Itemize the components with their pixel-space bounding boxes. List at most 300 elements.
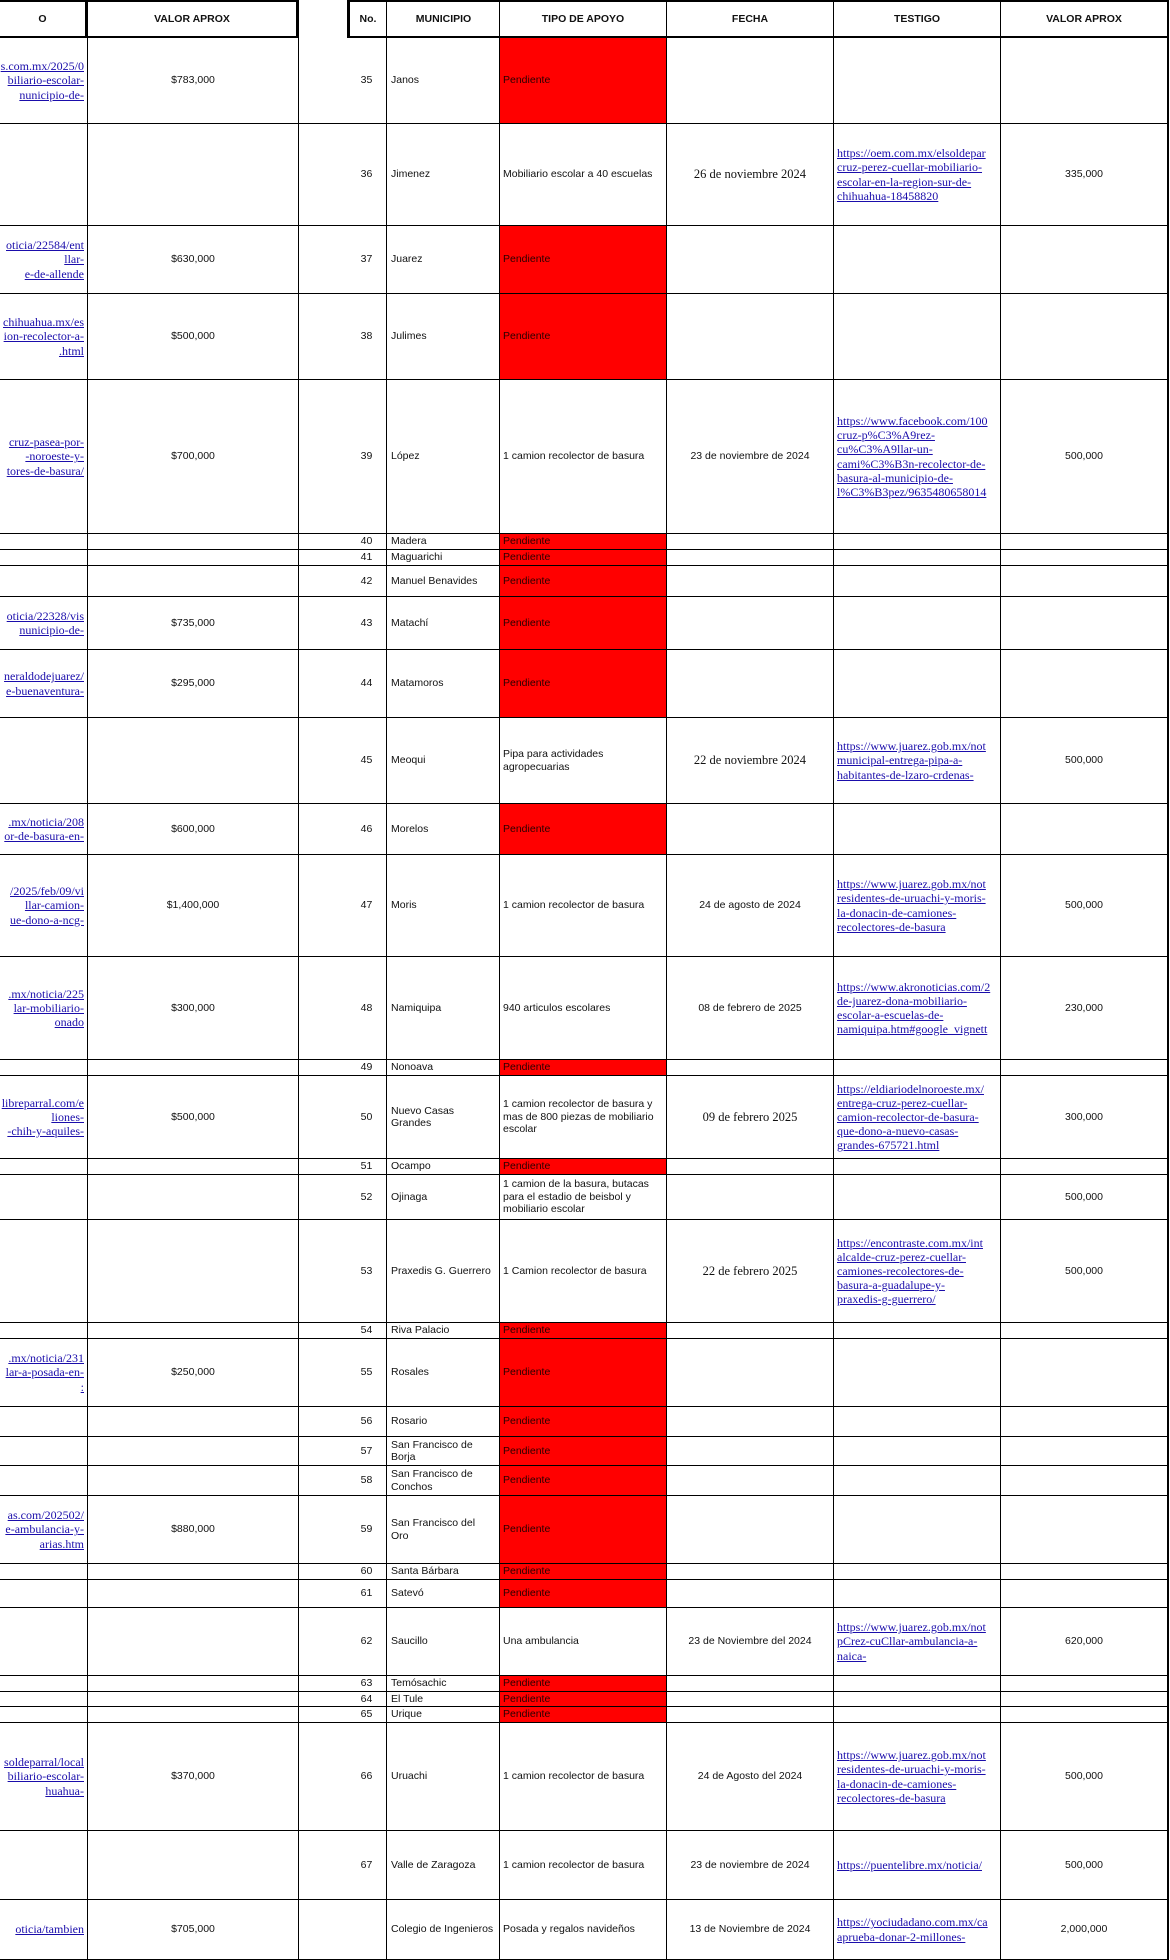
valor-aprox-right[interactable]: 2,000,000 bbox=[1001, 1900, 1169, 1960]
spacer-cell bbox=[299, 1323, 347, 1339]
pending-status[interactable]: Pendiente bbox=[500, 534, 667, 550]
fecha-cell[interactable] bbox=[667, 566, 834, 597]
valor-aprox-left[interactable]: $300,000 bbox=[88, 957, 299, 1060]
valor-aprox-right[interactable]: 500,000 bbox=[1001, 718, 1169, 804]
fecha-cell[interactable]: 24 de Agosto del 2024 bbox=[667, 1723, 834, 1831]
header-testigo[interactable]: TESTIGO bbox=[834, 0, 1001, 38]
pending-status[interactable]: Pendiente bbox=[500, 226, 667, 294]
cell-empty bbox=[0, 566, 88, 597]
row-number[interactable]: 67 bbox=[347, 1831, 387, 1900]
table-row bbox=[0, 1060, 1170, 1076]
fecha-cell[interactable] bbox=[667, 1339, 834, 1407]
fecha-cell[interactable] bbox=[667, 38, 834, 124]
spacer-cell bbox=[299, 1707, 347, 1723]
valor-aprox-left[interactable] bbox=[88, 534, 299, 550]
valor-aprox-left[interactable] bbox=[88, 1159, 299, 1175]
table-row bbox=[0, 1496, 1170, 1564]
pending-status[interactable]: Pendiente bbox=[500, 294, 667, 380]
table-row bbox=[0, 1723, 1170, 1831]
valor-aprox-left[interactable]: $295,000 bbox=[88, 650, 299, 718]
valor-aprox-left[interactable] bbox=[88, 124, 299, 226]
testigo-cell bbox=[834, 1407, 1001, 1437]
pending-status[interactable]: Pendiente bbox=[500, 1580, 667, 1608]
spacer-cell bbox=[299, 1723, 347, 1831]
testigo-link[interactable]: https://www.facebook.com/100 cruz-p%C3%A9rez- cu%C3%A9llar-un- cami%C3%B3n-recolector-de- basura-al-municipio-de- l%C3%B3pez/9635480658014 bbox=[834, 380, 1001, 534]
valor-aprox-left[interactable] bbox=[88, 718, 299, 804]
cell-empty bbox=[0, 1159, 88, 1175]
testigo-cell bbox=[834, 226, 1001, 294]
row-number[interactable]: 56 bbox=[347, 1407, 387, 1437]
row-number[interactable]: 40 bbox=[347, 534, 387, 550]
municipio-cell[interactable]: Matamoros bbox=[387, 650, 500, 718]
fecha-cell[interactable]: 24 de agosto de 2024 bbox=[667, 855, 834, 957]
valor-aprox-left[interactable]: $630,000 bbox=[88, 226, 299, 294]
source-link[interactable]: oticia/tambien bbox=[0, 1900, 88, 1960]
testigo-cell bbox=[834, 534, 1001, 550]
pending-status[interactable]: Pendiente bbox=[500, 1466, 667, 1496]
valor-aprox-right[interactable] bbox=[1001, 597, 1169, 650]
testigo-link[interactable]: https://oem.com.mx/elsoldepar cruz-perez-cuellar-mobiliario- escolar-en-la-region-sur-de- chihuahua-18458820 bbox=[834, 124, 1001, 226]
testigo-link[interactable]: https://www.juarez.gob.mx/not residentes-de-uruachi-y-moris- la-donacin-de-camiones- recolectores-de-basura bbox=[834, 1723, 1001, 1831]
valor-aprox-left[interactable] bbox=[88, 1060, 299, 1076]
municipio-cell[interactable]: Uruachi bbox=[387, 1723, 500, 1831]
row-number[interactable]: 38 bbox=[347, 294, 387, 380]
header-tipo-de-apoyo[interactable]: TIPO DE APOYO bbox=[500, 0, 667, 38]
fecha-cell[interactable] bbox=[667, 1159, 834, 1175]
fecha-cell[interactable] bbox=[667, 1466, 834, 1496]
municipio-cell[interactable]: Urique bbox=[387, 1707, 500, 1723]
table-row bbox=[0, 1466, 1170, 1496]
source-link[interactable]: /2025/feb/09/vi llar-camion- ue-dono-a-ncg- bbox=[0, 855, 88, 957]
municipio-cell[interactable]: Nonoava bbox=[387, 1060, 500, 1076]
municipio-cell[interactable]: Valle de Zaragoza bbox=[387, 1831, 500, 1900]
valor-aprox-right[interactable]: 620,000 bbox=[1001, 1608, 1169, 1676]
pending-status[interactable]: Pendiente bbox=[500, 1676, 667, 1692]
pending-status[interactable]: Pendiente bbox=[500, 1692, 667, 1707]
testigo-link[interactable]: https://encontraste.com.mx/int alcalde-cruz-perez-cuellar- camiones-recolectores-de- basura-a-guadalupe-y- praxedis-g-guerrero/ bbox=[834, 1220, 1001, 1323]
valor-aprox-right[interactable]: 230,000 bbox=[1001, 957, 1169, 1060]
row-number[interactable]: 57 bbox=[347, 1437, 387, 1466]
valor-aprox-left[interactable] bbox=[88, 1175, 299, 1220]
municipio-cell[interactable]: Ocampo bbox=[387, 1159, 500, 1175]
valor-aprox-right[interactable] bbox=[1001, 226, 1169, 294]
source-link[interactable]: oticia/22584/ent llar- e-de-allende bbox=[0, 226, 88, 294]
spacer-cell bbox=[299, 1676, 347, 1692]
fecha-cell[interactable] bbox=[667, 226, 834, 294]
source-link[interactable]: .mx/noticia/225 lar-mobiliario- onado bbox=[0, 957, 88, 1060]
row-number[interactable] bbox=[347, 1900, 387, 1960]
valor-aprox-right[interactable]: 500,000 bbox=[1001, 1220, 1169, 1323]
row-number[interactable]: 49 bbox=[347, 1060, 387, 1076]
table-row bbox=[0, 1159, 1170, 1175]
valor-aprox-right[interactable] bbox=[1001, 1676, 1169, 1692]
cell-empty bbox=[0, 718, 88, 804]
valor-aprox-right[interactable] bbox=[1001, 1580, 1169, 1608]
spacer-cell bbox=[299, 1220, 347, 1323]
testigo-cell bbox=[834, 294, 1001, 380]
row-number[interactable]: 51 bbox=[347, 1159, 387, 1175]
fecha-cell[interactable]: 26 de noviembre 2024 bbox=[667, 124, 834, 226]
testigo-link[interactable]: https://eldiariodelnoroeste.mx/ entrega-cruz-perez-cuellar- camion-recolector-de-basura- que-dono-a-nuevo-casas- grandes-675721.html bbox=[834, 1076, 1001, 1159]
valor-aprox-left[interactable] bbox=[88, 566, 299, 597]
valor-aprox-right[interactable] bbox=[1001, 38, 1169, 124]
pending-status[interactable]: Pendiente bbox=[500, 1060, 667, 1076]
row-number[interactable]: 44 bbox=[347, 650, 387, 718]
row-number[interactable]: 48 bbox=[347, 957, 387, 1060]
row-number[interactable]: 45 bbox=[347, 718, 387, 804]
fecha-cell[interactable] bbox=[667, 1580, 834, 1608]
spacer-cell bbox=[299, 124, 347, 226]
municipio-cell[interactable]: El Tule bbox=[387, 1692, 500, 1707]
valor-aprox-left[interactable]: $783,000 bbox=[88, 38, 299, 124]
spacer-cell bbox=[299, 550, 347, 566]
valor-aprox-left[interactable] bbox=[88, 1676, 299, 1692]
table-row bbox=[0, 1692, 1170, 1707]
municipio-cell[interactable]: Manuel Benavides bbox=[387, 566, 500, 597]
valor-aprox-right[interactable]: 500,000 bbox=[1001, 1175, 1169, 1220]
municipio-cell[interactable]: Janos bbox=[387, 38, 500, 124]
pending-status[interactable]: Pendiente bbox=[500, 38, 667, 124]
municipio-cell[interactable]: Saucillo bbox=[387, 1608, 500, 1676]
fecha-cell[interactable] bbox=[667, 1496, 834, 1564]
tipo-de-apoyo-cell[interactable]: 1 Camion recolector de basura bbox=[500, 1220, 667, 1323]
table-row bbox=[0, 124, 1170, 226]
valor-aprox-left[interactable] bbox=[88, 1692, 299, 1707]
fecha-cell[interactable] bbox=[667, 1323, 834, 1339]
row-number[interactable]: 55 bbox=[347, 1339, 387, 1407]
fecha-cell[interactable] bbox=[667, 550, 834, 566]
municipio-cell[interactable]: Rosario bbox=[387, 1407, 500, 1437]
fecha-cell[interactable] bbox=[667, 534, 834, 550]
municipio-cell[interactable]: Madera bbox=[387, 534, 500, 550]
row-number[interactable]: 52 bbox=[347, 1175, 387, 1220]
fecha-cell[interactable] bbox=[667, 1707, 834, 1723]
valor-aprox-left[interactable]: $250,000 bbox=[88, 1339, 299, 1407]
pending-status[interactable]: Pendiente bbox=[500, 804, 667, 855]
municipio-cell[interactable]: San Francisco del Oro bbox=[387, 1496, 500, 1564]
municipio-cell[interactable]: Morelos bbox=[387, 804, 500, 855]
header-municipio[interactable]: MUNICIPIO bbox=[387, 0, 500, 38]
table-row bbox=[0, 1407, 1170, 1437]
row-number[interactable]: 43 bbox=[347, 597, 387, 650]
valor-aprox-right[interactable] bbox=[1001, 1323, 1169, 1339]
spacer-cell bbox=[299, 1339, 347, 1407]
pending-status[interactable]: Pendiente bbox=[500, 1564, 667, 1580]
table-row bbox=[0, 1676, 1170, 1692]
row-number[interactable]: 63 bbox=[347, 1676, 387, 1692]
cell-empty bbox=[0, 1676, 88, 1692]
pending-status[interactable]: Pendiente bbox=[500, 1707, 667, 1723]
fecha-cell[interactable] bbox=[667, 1564, 834, 1580]
row-number[interactable]: 46 bbox=[347, 804, 387, 855]
source-link[interactable]: as.com/202502/ e-ambulancia-y- arias.htm bbox=[0, 1496, 88, 1564]
valor-aprox-right[interactable] bbox=[1001, 1692, 1169, 1707]
pending-status[interactable]: Pendiente bbox=[500, 650, 667, 718]
municipio-cell[interactable]: Riva Palacio bbox=[387, 1323, 500, 1339]
valor-aprox-left[interactable] bbox=[88, 1220, 299, 1323]
valor-aprox-left[interactable]: $735,000 bbox=[88, 597, 299, 650]
source-link[interactable]: .mx/noticia/208 or-de-basura-en- bbox=[0, 804, 88, 855]
valor-aprox-left[interactable] bbox=[88, 550, 299, 566]
row-number[interactable]: 65 bbox=[347, 1707, 387, 1723]
fecha-cell[interactable] bbox=[667, 650, 834, 718]
row-number[interactable]: 42 bbox=[347, 566, 387, 597]
cell-empty bbox=[0, 124, 88, 226]
valor-aprox-right[interactable] bbox=[1001, 1407, 1169, 1437]
valor-aprox-right[interactable] bbox=[1001, 534, 1169, 550]
testigo-cell bbox=[834, 1339, 1001, 1407]
valor-aprox-left[interactable] bbox=[88, 1437, 299, 1466]
testigo-cell bbox=[834, 1466, 1001, 1496]
fecha-cell[interactable] bbox=[667, 294, 834, 380]
valor-aprox-left[interactable] bbox=[88, 1580, 299, 1608]
fecha-cell[interactable] bbox=[667, 1407, 834, 1437]
cell-empty bbox=[0, 1466, 88, 1496]
tipo-de-apoyo-cell[interactable]: Una ambulancia bbox=[500, 1608, 667, 1676]
fecha-cell[interactable]: 13 de Noviembre de 2024 bbox=[667, 1900, 834, 1960]
municipio-cell[interactable]: San Francisco de Borja bbox=[387, 1437, 500, 1466]
valor-aprox-right[interactable]: 300,000 bbox=[1001, 1076, 1169, 1159]
header-fecha[interactable]: FECHA bbox=[667, 0, 834, 38]
row-number[interactable]: 60 bbox=[347, 1564, 387, 1580]
valor-aprox-left[interactable] bbox=[88, 1323, 299, 1339]
valor-aprox-left[interactable] bbox=[88, 1466, 299, 1496]
cell-empty bbox=[0, 1707, 88, 1723]
valor-aprox-left[interactable] bbox=[88, 1608, 299, 1676]
source-link[interactable]: soldeparral/local biliario-escolar- huahua- bbox=[0, 1723, 88, 1831]
cell-empty bbox=[0, 1437, 88, 1466]
row-number[interactable]: 47 bbox=[347, 855, 387, 957]
row-number[interactable]: 39 bbox=[347, 380, 387, 534]
municipio-cell[interactable]: Namiquipa bbox=[387, 957, 500, 1060]
row-number[interactable]: 54 bbox=[347, 1323, 387, 1339]
tipo-de-apoyo-cell[interactable]: 1 camion recolector de basura bbox=[500, 855, 667, 957]
cell-empty bbox=[0, 534, 88, 550]
valor-aprox-right[interactable] bbox=[1001, 1159, 1169, 1175]
valor-aprox-right[interactable] bbox=[1001, 650, 1169, 718]
municipio-cell[interactable]: Colegio de Ingenieros bbox=[387, 1900, 500, 1960]
tipo-de-apoyo-cell[interactable]: 940 articulos escolares bbox=[500, 957, 667, 1060]
fecha-cell[interactable] bbox=[667, 1060, 834, 1076]
valor-aprox-left[interactable] bbox=[88, 1831, 299, 1900]
valor-aprox-left[interactable]: $705,000 bbox=[88, 1900, 299, 1960]
table-row bbox=[0, 1580, 1170, 1608]
fecha-cell[interactable] bbox=[667, 1692, 834, 1707]
municipio-cell[interactable]: Ojinaga bbox=[387, 1175, 500, 1220]
pending-status[interactable]: Pendiente bbox=[500, 1437, 667, 1466]
fecha-cell[interactable]: 22 de febrero 2025 bbox=[667, 1220, 834, 1323]
table-row bbox=[0, 550, 1170, 566]
fecha-cell[interactable] bbox=[667, 1437, 834, 1466]
municipio-cell[interactable]: Julimes bbox=[387, 294, 500, 380]
row-number[interactable]: 35 bbox=[347, 38, 387, 124]
valor-aprox-right[interactable] bbox=[1001, 1060, 1169, 1076]
source-link[interactable]: .mx/noticia/231 lar-a-posada-en- : bbox=[0, 1339, 88, 1407]
valor-aprox-right[interactable] bbox=[1001, 1496, 1169, 1564]
valor-aprox-left[interactable]: $600,000 bbox=[88, 804, 299, 855]
cell-empty bbox=[0, 1220, 88, 1323]
row-number[interactable]: 53 bbox=[347, 1220, 387, 1323]
municipio-cell[interactable]: Moris bbox=[387, 855, 500, 957]
valor-aprox-right[interactable]: 500,000 bbox=[1001, 855, 1169, 957]
spacer-cell bbox=[299, 1076, 347, 1159]
row-number[interactable]: 62 bbox=[347, 1608, 387, 1676]
fecha-cell[interactable]: 23 de Noviembre del 2024 bbox=[667, 1608, 834, 1676]
municipio-cell[interactable]: Juarez bbox=[387, 226, 500, 294]
pending-status[interactable]: Pendiente bbox=[500, 1159, 667, 1175]
row-number[interactable]: 41 bbox=[347, 550, 387, 566]
cell-empty bbox=[0, 1407, 88, 1437]
municipio-cell[interactable]: San Francisco de Conchos bbox=[387, 1466, 500, 1496]
tipo-de-apoyo-cell[interactable]: 1 camion recolector de basura y mas de 800 piezas de mobiliario escolar bbox=[500, 1076, 667, 1159]
row-number[interactable]: 59 bbox=[347, 1496, 387, 1564]
cell-empty bbox=[0, 1323, 88, 1339]
cell-empty bbox=[0, 1060, 88, 1076]
spacer-cell bbox=[299, 1496, 347, 1564]
tipo-de-apoyo-cell[interactable]: 1 camion recolector de basura bbox=[500, 380, 667, 534]
valor-aprox-right[interactable] bbox=[1001, 1339, 1169, 1407]
municipio-cell[interactable]: López bbox=[387, 380, 500, 534]
valor-aprox-right[interactable] bbox=[1001, 1707, 1169, 1723]
testigo-cell bbox=[834, 566, 1001, 597]
testigo-link[interactable]: https://yociudadano.com.mx/ca aprueba-donar-2-millones- bbox=[834, 1900, 1001, 1960]
source-link[interactable]: cruz-pasea-por- -noroeste-y- tores-de-basura/ bbox=[0, 380, 88, 534]
municipio-cell[interactable]: Rosales bbox=[387, 1339, 500, 1407]
cell-empty bbox=[0, 1608, 88, 1676]
valor-aprox-left[interactable]: $880,000 bbox=[88, 1496, 299, 1564]
row-number[interactable]: 64 bbox=[347, 1692, 387, 1707]
municipio-cell[interactable]: Matachí bbox=[387, 597, 500, 650]
valor-aprox-left[interactable] bbox=[88, 1707, 299, 1723]
spacer-cell bbox=[299, 1159, 347, 1175]
spacer-cell bbox=[299, 226, 347, 294]
fecha-cell[interactable]: 09 de febrero 2025 bbox=[667, 1076, 834, 1159]
cell-empty bbox=[0, 1175, 88, 1220]
pending-status[interactable]: Pendiente bbox=[500, 550, 667, 566]
table-row bbox=[0, 1339, 1170, 1407]
table-row bbox=[0, 1608, 1170, 1676]
valor-aprox-right[interactable]: 500,000 bbox=[1001, 380, 1169, 534]
valor-aprox-left[interactable]: $1,400,000 bbox=[88, 855, 299, 957]
tipo-de-apoyo-cell[interactable]: Posada y regalos navideños bbox=[500, 1900, 667, 1960]
testigo-cell bbox=[834, 597, 1001, 650]
header-spacer bbox=[299, 0, 347, 38]
fecha-cell[interactable] bbox=[667, 1676, 834, 1692]
pending-status[interactable]: Pendiente bbox=[500, 1339, 667, 1407]
tipo-de-apoyo-cell[interactable]: Pipa para actividades agropecuarias bbox=[500, 718, 667, 804]
fecha-cell[interactable]: 23 de noviembre de 2024 bbox=[667, 1831, 834, 1900]
fecha-cell[interactable]: 23 de noviembre de 2024 bbox=[667, 380, 834, 534]
fecha-cell[interactable]: 08 de febrero de 2025 bbox=[667, 957, 834, 1060]
testigo-link[interactable]: https://www.juarez.gob.mx/not municipal-entrega-pipa-a- habitantes-de-lzaro-crdenas- bbox=[834, 718, 1001, 804]
source-link[interactable]: s.com.mx/2025/0 biliario-escolar- nunicipio-de- bbox=[0, 38, 88, 124]
fecha-cell[interactable] bbox=[667, 597, 834, 650]
spacer-cell bbox=[299, 534, 347, 550]
source-link[interactable]: libreparral.com/e liones- -chih-y-aquiles- bbox=[0, 1076, 88, 1159]
table-row bbox=[0, 650, 1170, 718]
pending-status[interactable]: Pendiente bbox=[500, 1407, 667, 1437]
tipo-de-apoyo-cell[interactable]: Mobiliario escolar a 40 escuelas bbox=[500, 124, 667, 226]
table-row bbox=[0, 566, 1170, 597]
testigo-cell bbox=[834, 1323, 1001, 1339]
valor-aprox-right[interactable] bbox=[1001, 294, 1169, 380]
pending-status[interactable]: Pendiente bbox=[500, 1323, 667, 1339]
testigo-link[interactable]: https://www.akronoticias.com/2 de-juarez-dona-mobiliario- escolar-a-escuelas-de- namiquipa.htm#google_vignett bbox=[834, 957, 1001, 1060]
row-number[interactable]: 66 bbox=[347, 1723, 387, 1831]
row-number[interactable]: 36 bbox=[347, 124, 387, 226]
municipio-cell[interactable]: Jimenez bbox=[387, 124, 500, 226]
valor-aprox-right[interactable]: 335,000 bbox=[1001, 124, 1169, 226]
header-no[interactable]: No. bbox=[347, 0, 387, 38]
testigo-cell bbox=[834, 1060, 1001, 1076]
valor-aprox-right[interactable] bbox=[1001, 566, 1169, 597]
pending-status[interactable]: Pendiente bbox=[500, 597, 667, 650]
spacer-cell bbox=[299, 718, 347, 804]
cell-empty bbox=[0, 550, 88, 566]
municipio-cell[interactable]: Satevó bbox=[387, 1580, 500, 1608]
testigo-cell bbox=[834, 1159, 1001, 1175]
valor-aprox-left[interactable]: $500,000 bbox=[88, 1076, 299, 1159]
pending-status[interactable]: Pendiente bbox=[500, 566, 667, 597]
valor-aprox-left[interactable] bbox=[88, 1407, 299, 1437]
municipio-cell[interactable]: Nuevo Casas Grandes bbox=[387, 1076, 500, 1159]
municipio-cell[interactable]: Meoqui bbox=[387, 718, 500, 804]
table-row bbox=[0, 1323, 1170, 1339]
spacer-cell bbox=[299, 380, 347, 534]
valor-aprox-right[interactable] bbox=[1001, 804, 1169, 855]
valor-aprox-right[interactable]: 500,000 bbox=[1001, 1831, 1169, 1900]
valor-aprox-left[interactable]: $370,000 bbox=[88, 1723, 299, 1831]
municipio-cell[interactable]: Praxedis G. Guerrero bbox=[387, 1220, 500, 1323]
municipio-cell[interactable]: Maguarichi bbox=[387, 550, 500, 566]
valor-aprox-right[interactable] bbox=[1001, 1564, 1169, 1580]
table-row bbox=[0, 38, 1170, 124]
header-partial-column[interactable]: O bbox=[0, 0, 88, 38]
municipio-cell[interactable]: Temósachic bbox=[387, 1676, 500, 1692]
testigo-link[interactable]: https://www.juarez.gob.mx/not residentes-de-uruachi-y-moris- la-donacin-de-camiones- recolectores-de-basura bbox=[834, 855, 1001, 957]
fecha-cell[interactable]: 22 de noviembre 2024 bbox=[667, 718, 834, 804]
row-number[interactable]: 37 bbox=[347, 226, 387, 294]
valor-aprox-right[interactable]: 500,000 bbox=[1001, 1723, 1169, 1831]
tipo-de-apoyo-cell[interactable]: 1 camion recolector de basura bbox=[500, 1723, 667, 1831]
cell-empty bbox=[0, 1692, 88, 1707]
spacer-cell bbox=[299, 566, 347, 597]
table-row bbox=[0, 1564, 1170, 1580]
testigo-link[interactable]: https://puentelibre.mx/noticia/ bbox=[834, 1831, 1001, 1900]
row-number[interactable]: 50 bbox=[347, 1076, 387, 1159]
header-valor-aprox-left[interactable]: VALOR APROX bbox=[88, 0, 299, 38]
valor-aprox-left[interactable]: $500,000 bbox=[88, 294, 299, 380]
valor-aprox-right[interactable] bbox=[1001, 1466, 1169, 1496]
source-link[interactable]: chihuahua.mx/es ion-recolector-a- .html bbox=[0, 294, 88, 380]
source-link[interactable]: oticia/22328/vis nunicipio-de- bbox=[0, 597, 88, 650]
fecha-cell[interactable] bbox=[667, 1175, 834, 1220]
valor-aprox-left[interactable]: $700,000 bbox=[88, 380, 299, 534]
source-link[interactable]: neraldodejuarez/ e-buenaventura- bbox=[0, 650, 88, 718]
municipio-cell[interactable]: Santa Bárbara bbox=[387, 1564, 500, 1580]
testigo-link[interactable]: https://www.juarez.gob.mx/not pCrez-cuCllar-ambulancia-a- naica- bbox=[834, 1608, 1001, 1676]
tipo-de-apoyo-cell[interactable]: 1 camion recolector de basura bbox=[500, 1831, 667, 1900]
valor-aprox-right[interactable] bbox=[1001, 1437, 1169, 1466]
tipo-de-apoyo-cell[interactable]: 1 camion de la basura, butacas para el estadio de beisbol y mobiliario escolar bbox=[500, 1175, 667, 1220]
header-valor-aprox-right[interactable]: VALOR APROX bbox=[1001, 0, 1169, 38]
valor-aprox-right[interactable] bbox=[1001, 550, 1169, 566]
row-number[interactable]: 61 bbox=[347, 1580, 387, 1608]
fecha-cell[interactable] bbox=[667, 804, 834, 855]
pending-status[interactable]: Pendiente bbox=[500, 1496, 667, 1564]
row-number[interactable]: 58 bbox=[347, 1466, 387, 1496]
valor-aprox-left[interactable] bbox=[88, 1564, 299, 1580]
